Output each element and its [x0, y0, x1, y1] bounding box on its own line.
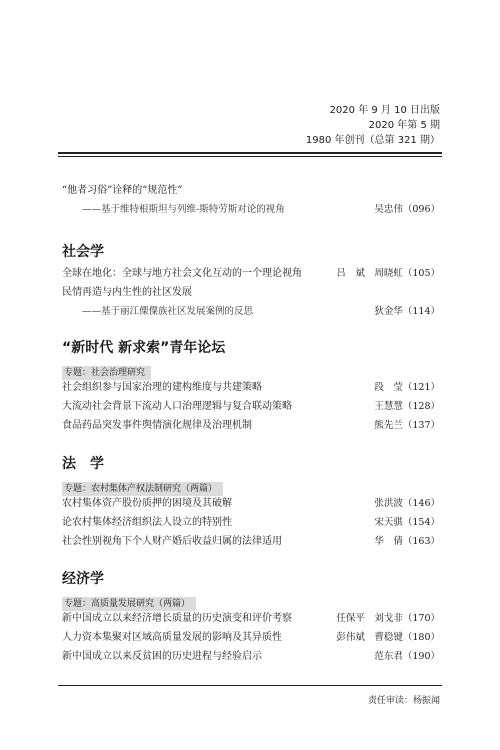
entry-authors: 彭伟斌 曹稳键（180）	[336, 632, 440, 643]
toc-entry[interactable]	[62, 647, 440, 666]
topic-tag: 专题：社会治理研究	[62, 366, 151, 380]
toc-entry[interactable]	[62, 628, 440, 647]
entry-title: 人力资本集聚对区域高质量发展的影响及其异质性	[62, 632, 282, 643]
section-law	[62, 452, 440, 551]
section-philosophy-items	[62, 181, 440, 219]
bottom-rule	[58, 685, 442, 686]
section-youth-forum	[62, 336, 440, 435]
section-heading: “新时代 新求索”青年论坛	[62, 340, 226, 356]
entry-title: 新中国成立以来经济增长质量的历史演变和评价考察	[62, 613, 292, 624]
top-rule	[58, 152, 442, 154]
entry-title: 全球在地化：全球与地方社会文化互动的一个理论视角	[62, 268, 302, 279]
entry-title: 社会性别视角下个人财产婚后收益归属的法律适用	[62, 536, 282, 547]
entry-authors: 王慧慧（128）	[374, 401, 440, 412]
entry-title: 食品药品突发事件舆情演化规律及治理机制	[62, 420, 252, 431]
entry-authors: 宋天骐（154）	[374, 517, 440, 528]
publication-info	[306, 103, 440, 148]
toc-entry[interactable]	[62, 513, 440, 532]
entry-authors: 段 莹（121）	[374, 382, 440, 393]
section-heading: 经济学	[62, 571, 104, 587]
entry-title: 农村集体资产股份质押的困境及其破解	[62, 498, 232, 509]
toc-entry-subtitle[interactable]	[62, 200, 440, 219]
toc-entry[interactable]	[62, 532, 440, 551]
entry-authors: 狄金华（114）	[374, 306, 440, 317]
topic-tag: 专题：高质量发展研究（两篇）	[62, 597, 196, 611]
editor-credit: 责任审读：杨振闻	[367, 696, 440, 706]
entry-title: “他者习俗”诠释的“规范性”	[62, 185, 183, 196]
entry-title: 新中国成立以来反贫困的历史进程与经验启示	[62, 651, 262, 662]
entry-title: 社会组织参与国家治理的建构维度与共建策略	[62, 382, 262, 393]
entry-authors: 吴忠伟（096）	[374, 204, 440, 215]
topic-tag: 专题：农村集体产权法制研究（两篇）	[62, 482, 223, 496]
toc-entry[interactable]	[62, 609, 440, 628]
founding-info: 1980 年创刊（总第 321 期）	[305, 135, 440, 146]
entry-authors: 华 倩（163）	[374, 536, 440, 547]
section-heading: 法 学	[62, 456, 104, 472]
toc-entry[interactable]	[62, 264, 440, 283]
entry-authors: 吕 斌 周晓虹（105）	[336, 268, 440, 279]
toc-entry-subtitle[interactable]	[62, 302, 440, 321]
toc-entry[interactable]	[62, 494, 440, 513]
toc-entry[interactable]	[62, 378, 440, 397]
publish-date: 2020 年 9 月 10 日出版	[329, 105, 440, 116]
toc-entry[interactable]	[62, 181, 440, 200]
toc-entry[interactable]	[62, 283, 440, 302]
entry-authors: 任保平 刘戈非（170）	[336, 613, 440, 624]
entry-authors: 张洪波（146）	[374, 498, 440, 509]
entry-title: 论农村集体经济组织法人设立的特别性	[62, 517, 232, 528]
entry-title: ——基于丽江傈僳族社区发展案例的反思	[82, 306, 254, 317]
section-heading: 社会学	[62, 244, 104, 260]
section-economics	[62, 567, 440, 666]
toc-entry[interactable]	[62, 397, 440, 416]
section-sociology	[62, 240, 440, 321]
top-rule-thin	[58, 156, 442, 157]
toc-entry[interactable]	[62, 416, 440, 435]
entry-title: 民情再造与内生性的社区发展	[62, 287, 192, 298]
entry-title: ——基于维特根斯坦与列维-斯特劳斯对论的视角	[82, 204, 285, 215]
entry-authors: 熊先兰（137）	[374, 420, 440, 431]
entry-title: 大流动社会背景下流动人口治理逻辑与复合联动策略	[62, 401, 292, 412]
issue-number: 2020 年第 5 期	[368, 120, 440, 131]
entry-authors: 范东君（190）	[374, 651, 440, 662]
